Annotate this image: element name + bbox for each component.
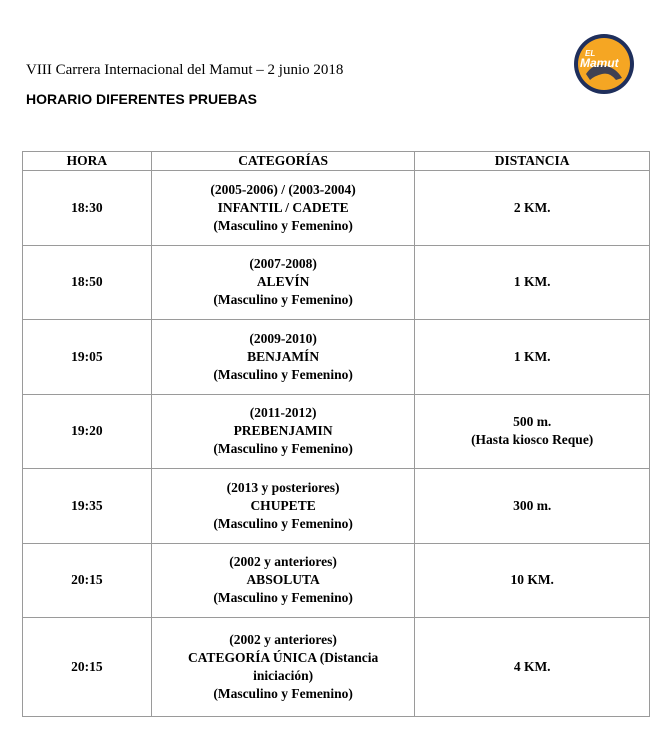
table-row [23, 394, 650, 469]
categoria-line: (Masculino y Femenino) [213, 515, 353, 531]
table-row [23, 320, 650, 395]
logo-text-top: EL [585, 49, 596, 58]
categoria-cell [151, 469, 415, 544]
distancia-line: 300 m. [513, 497, 552, 513]
distancia-line: (Hasta kiosco Reque) [471, 432, 594, 448]
categoria-line: (Masculino y Femenino) [213, 366, 353, 382]
hora-cell: 20:15 [23, 543, 152, 618]
distancia-line: 500 m. [513, 414, 552, 430]
table-row [23, 618, 650, 717]
header-distancia: DISTANCIA [415, 152, 650, 171]
categoria-line: BENJAMÍN [247, 348, 320, 364]
categoria-line: iniciación) [253, 668, 314, 684]
categoria-cell [151, 245, 415, 320]
distancia-line: 4 KM. [513, 659, 551, 675]
distancia-cell [415, 469, 650, 544]
distancia-cell [415, 618, 650, 717]
categoria-line: (2009-2010) [249, 330, 317, 346]
hora-cell: 20:15 [23, 618, 152, 717]
document-title: VIII Carrera Internacional del Mamut – 2 junio 2018 [26, 62, 344, 78]
categoria-line: (2002 y anteriores) [229, 554, 337, 570]
table-row [23, 543, 650, 618]
categoria-line: INFANTIL / CADETE [217, 199, 349, 215]
categoria-cell [151, 320, 415, 395]
categoria-line: ALEVÍN [256, 274, 310, 290]
categoria-line: (2011-2012) [249, 405, 317, 421]
hora-cell: 19:05 [23, 320, 152, 395]
hora-cell: 18:50 [23, 245, 152, 320]
categoria-cell [151, 171, 415, 246]
categoria-cell [151, 618, 415, 717]
table-row [23, 469, 650, 544]
header-categorias: CATEGORÍAS [151, 152, 415, 171]
distancia-cell [415, 394, 650, 469]
hora-cell: 18:30 [23, 171, 152, 246]
categoria-cell [151, 543, 415, 618]
categoria-line: (Masculino y Femenino) [213, 292, 353, 308]
distancia-cell [415, 320, 650, 395]
categoria-line: PREBENJAMIN [233, 423, 333, 439]
table-row [23, 245, 650, 320]
distancia-line: 2 KM. [513, 199, 551, 215]
distancia-cell [415, 543, 650, 618]
categoria-line: (2013 y posteriores) [226, 479, 340, 495]
schedule-table [22, 151, 650, 717]
categoria-line: CHUPETE [250, 497, 316, 513]
table-row [23, 171, 650, 246]
categoria-cell [151, 394, 415, 469]
categoria-line: (Masculino y Femenino) [213, 217, 353, 233]
distancia-cell [415, 245, 650, 320]
document-subtitle: HORARIO DIFERENTES PRUEBAS [26, 91, 258, 107]
hora-cell: 19:20 [23, 394, 152, 469]
el-mamut-logo [572, 32, 636, 96]
categoria-line: (2002 y anteriores) [229, 632, 337, 648]
distancia-line: 1 KM. [513, 274, 551, 290]
hora-cell: 19:35 [23, 469, 152, 544]
logo-text-main: Mamut [580, 56, 619, 70]
categoria-line: (2005-2006) / (2003-2004) [210, 181, 356, 197]
categoria-line: (Masculino y Femenino) [213, 441, 353, 457]
distancia-cell [415, 171, 650, 246]
categoria-line: (Masculino y Femenino) [213, 590, 353, 606]
distancia-line: 1 KM. [513, 348, 551, 364]
distancia-line: 10 KM. [510, 572, 554, 588]
categoria-line: (Masculino y Femenino) [213, 686, 353, 702]
categoria-line: (2007-2008) [249, 256, 317, 272]
categoria-line: CATEGORÍA ÚNICA (Distancia [187, 650, 379, 666]
table-header-row [23, 152, 650, 171]
header-hora: HORA [23, 152, 152, 171]
categoria-line: ABSOLUTA [246, 572, 320, 588]
